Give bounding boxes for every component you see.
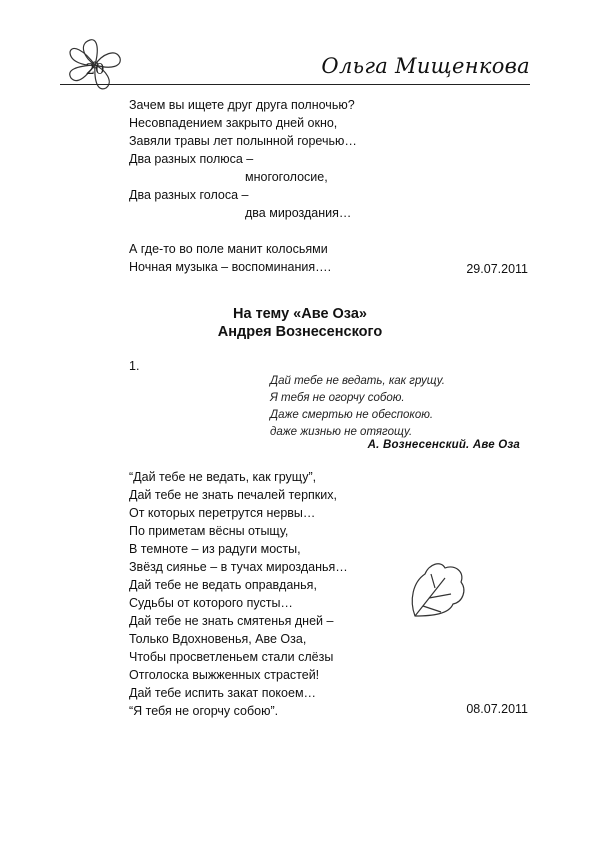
epigraph-line: Я тебя не огорчу собою. [270, 392, 405, 404]
poem-line: Ночная музыка – воспоминания…. [129, 260, 332, 274]
poem-line: От которых перетрутся нервы… [129, 506, 316, 520]
poem-1-date: 29.07.2011 [466, 262, 528, 276]
poem-2 [129, 468, 348, 720]
epigraph-line: Даже смертью не обеспокою. [270, 409, 434, 421]
epigraph-line: Дай тебе не ведать, как грущу. [270, 375, 445, 387]
poem-line: Дай тебе не знать смятенья дней – [129, 614, 334, 628]
poem-line: “Дай тебе не ведать, как грущу”, [129, 470, 317, 484]
epigraph [270, 373, 445, 441]
poem-line: многоголосие, [245, 170, 328, 184]
poem-line: По приметам вёсны отыщу, [129, 524, 289, 538]
section-title-line-1: На тему «Аве Оза» [233, 306, 367, 322]
poem-line: Зачем вы ищете друг друга полночью? [129, 98, 355, 112]
poem-1 [129, 96, 357, 276]
poem-line: Два разных голоса – [129, 188, 249, 202]
page-number: 20 [85, 60, 105, 78]
poem-line: Отголоска выжженных страстей! [129, 668, 320, 682]
poem-line: Судьбы от которого пусты… [129, 596, 293, 610]
epigraph-line: даже жизнью не отягощу. [270, 426, 413, 438]
poem-line: Завяли травы лет полынной горечью… [129, 134, 357, 148]
poem-line: “Я тебя не огорчу собою”. [129, 704, 279, 718]
header-rule [60, 84, 530, 85]
poem-line: Несовпадением закрыто дней окно, [129, 116, 338, 130]
poem-line: Дай тебе испить закат покоем… [129, 686, 317, 700]
stanza-break [129, 222, 357, 240]
poem-2-date: 08.07.2011 [466, 702, 528, 716]
section-number: 1. [129, 359, 140, 373]
poem-line: два мироздания… [245, 206, 352, 220]
author-name: Ольга Мищенкова [321, 54, 530, 78]
epigraph-source: А. Вознесенский. Аве Оза [367, 439, 520, 451]
leaf-icon [405, 556, 469, 624]
poem-line: Звёзд сиянье – в тучах мирозданья… [129, 560, 348, 574]
section-title-line-2: Андрея Вознесенского [217, 324, 383, 340]
poem-line: Два разных полюса – [129, 152, 254, 166]
poem-line: Дай тебе не ведать оправданья, [129, 578, 317, 592]
poem-line: Только Вдохновенья, Аве Оза, [129, 632, 307, 646]
poem-line: В темноте – из радуги мосты, [129, 542, 301, 556]
poem-line: А где-то во поле манит колосьями [129, 242, 328, 256]
poem-line: Чтобы просветленьем стали слёзы [129, 650, 334, 664]
poem-line: Дай тебе не знать печалей терпких, [129, 488, 337, 502]
